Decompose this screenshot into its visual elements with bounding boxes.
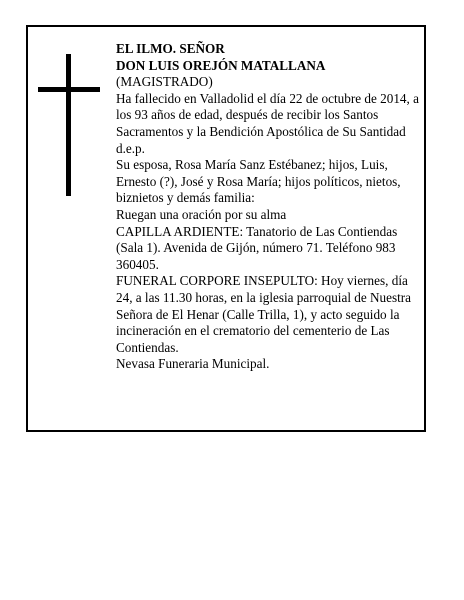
notice-paragraph-funeral: FUNERAL CORPORE INSEPULTO: Hoy viernes, día 24, a las 11.30 horas, en la iglesia parroquial de Nuestra Señora de El Henar (Calle Trilla, 1), y acto seguido la incineración en el crematorio del cementerio de Las Contiendas. xyxy=(116,273,412,355)
notice-paragraph-chapel: CAPILLA ARDIENTE: Tanatorio de Las Contiendas (Sala 1). Avenida de Gijón, número 71. Teléfono 983 360405. xyxy=(116,223,398,272)
notice-text xyxy=(116,41,422,373)
notice-title-line2: DON LUIS OREJÓN MATALLANA xyxy=(116,57,326,73)
notice-paragraph-death: Ha fallecido en Valladolid el día 22 de octubre de 2014, a los 93 años de edad, después de recibir los Santos Sacramentos y la Bendición Apostólica de Su Santidad d.e.p. xyxy=(116,90,419,156)
cross-icon xyxy=(38,54,100,196)
notice-paragraph-funeral-home: Nevasa Funeraria Municipal. xyxy=(116,356,270,372)
notice-title-line1: EL ILMO. SEÑOR xyxy=(116,41,225,56)
notice-role: (MAGISTRADO) xyxy=(116,74,213,90)
notice-paragraph-family: Su esposa, Rosa María Sanz Estébanez; hijos, Luis, Ernesto (?), José y Rosa María; hijos políticos, nietos, biznietos y demás familia: xyxy=(116,157,401,206)
cross-vertical-bar xyxy=(66,54,71,196)
obituary-notice xyxy=(26,25,426,432)
notice-paragraph-prayer: Ruegan una oración por su alma xyxy=(116,206,287,222)
cross-horizontal-bar xyxy=(38,87,100,92)
